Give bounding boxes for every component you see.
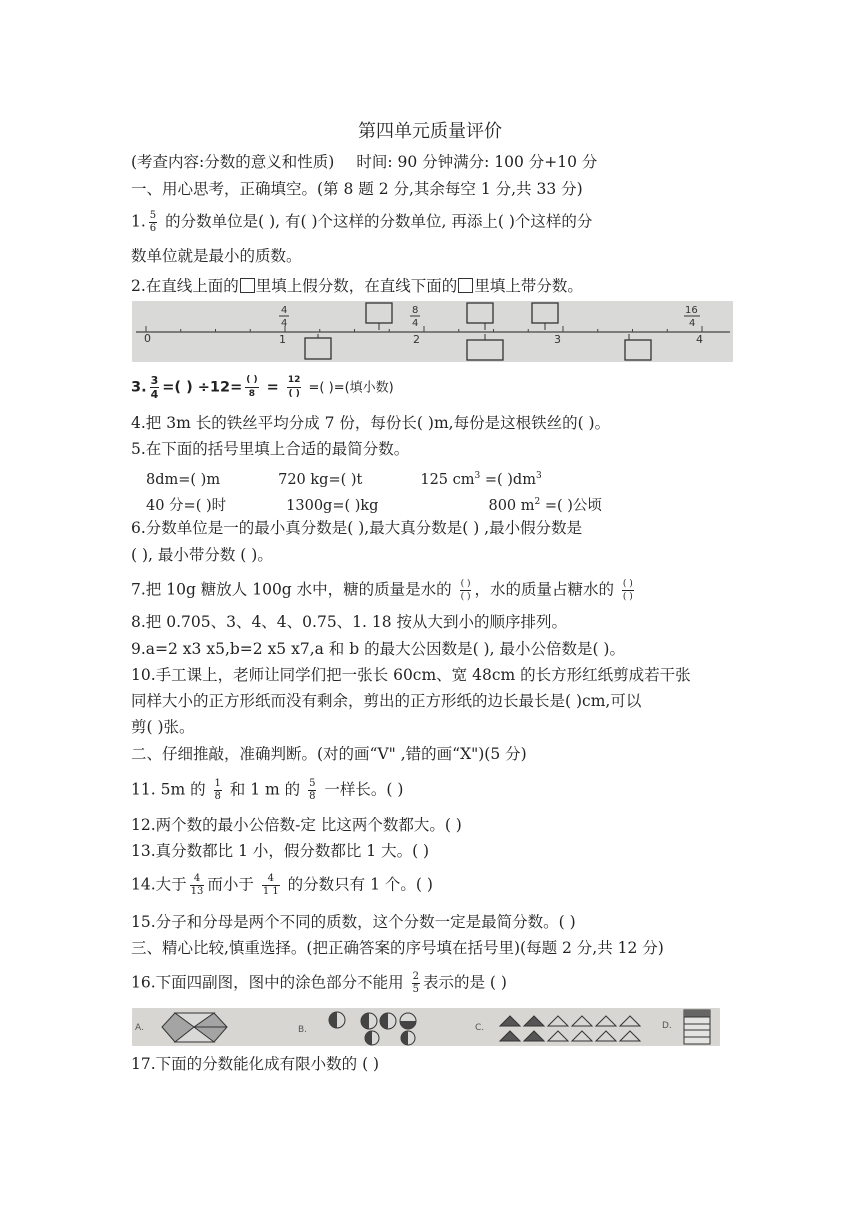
question-12: 12.两个数的最小公倍数-定 比这两个数都大。( ) [131,816,462,834]
question-5-row2: 40 分=( )时 1300g=( )kg 800 $m^2$ =( )公顷 [146,497,602,514]
fraction: $\frac{1}{8}$ [214,778,221,802]
fraction: $\frac{12}{( )}$ [287,375,301,399]
page-title: 第四单元质量评价 [358,121,502,142]
tick-label-1: 1 [279,333,286,346]
question-6: 6.分数单位是一的最小真分数是( ),最大真分数是( ) ,最小假分数是 [131,519,583,537]
exam-info [131,152,731,172]
exam-scope: (考查内容:分数的意义和性质) [131,153,335,171]
question-4: 4.把 3m 长的铁丝平均分成 7 份，每份长( )m,每份是这根铁丝的( )。 [131,414,611,432]
question-17: 17.下面的分数能化成有限小数的 ( ) [131,1055,380,1073]
question-3: 3. $\frac{3}{4}$ =( ) ÷12= $\frac{( )}{8}$ = $\frac{12}{( )}$ =( )=(填小数) [131,374,394,401]
number-line-figure [132,301,733,362]
fraction-blank: $\frac{( )}{( )}$ [460,579,471,602]
fraction: $\frac{5}{6}$ [149,210,157,234]
triangles-shape [500,1016,640,1041]
question-13: 13.真分数都比 1 小，假分数都比 1 大。( ) [131,842,430,860]
fraction-16-4-den: 4 [689,318,696,329]
fraction: $\frac{( )}{8}$ [246,375,258,399]
fraction-blank: $\frac{( )}{( )}$ [622,579,633,602]
question-10-cont: 同样大小的正方形纸而没有剩余，剪出的正方形纸的边长最长是( )cm,可以 [131,692,642,710]
option-b-label: B. [298,1025,308,1035]
question-15: 15.分子和分母是两个不同的质数，这个分数一定是最简分数。( ) [131,913,576,931]
option-c-label: C. [475,1023,485,1033]
section1-heading: 一、用心思考，正确填空。(第 8 题 2 分,其余每空 1 分,共 33 分) [131,180,583,198]
tick-label-2: 2 [413,333,420,346]
fraction: $\frac{5}{8}$ [309,778,316,802]
fraction-16-4-num: 16 [685,305,698,316]
question-14: 14.大于 $\frac{4}{13}$ 而小于 $\frac{4}{1 1}$ 的分数只有 1 个。( ) [131,873,433,897]
pentagon-shape [162,1013,227,1042]
question-10: 10.手工课上，老师让同学们把一张长 60cm、宽 48cm 的长方形红纸剪成若干张 [131,666,691,684]
striped-rectangle-shape [684,1010,710,1044]
number-line [132,301,733,362]
question-6-cont: ( ), 最小带分数 ( )。 [131,546,273,564]
tick-label-3: 3 [554,333,561,346]
fraction-8-4-den: 4 [412,318,419,329]
question-1: 1. $\frac{5}{6}$ 的分数单位是( ), 有( )个这样的分数单位, 再添上( )个这样的分 [131,210,593,234]
tick-label-0: 0 [144,332,151,345]
question-2: 2.在直线上面的 里填上假分数，在直线下面的 里填上带分数。 [131,277,583,295]
fraction: $\frac{3}{4}$ [150,374,159,401]
question-10-end: 剪( )张。 [131,718,195,736]
question-11: 11. 5m 的 $\frac{1}{8}$ 和 1 m 的 $\frac{5}{8}$ 一样长。( ) [131,778,404,802]
question-7: 7.把 10g 糖放人 100g 水中，糖的质量是水的 $\frac{( )}{( )}$ ，水的质量占糖水的 $\frac{( )}{( )}$ [131,579,633,602]
question-5-heading: 5.在下面的括号里填上合适的最简分数。 [131,440,410,458]
fraction-4-4-num: 4 [281,305,288,316]
option-d-label: D. [662,1021,672,1031]
fraction: $\frac{2}{5}$ [412,971,419,995]
options-figure [132,1008,720,1046]
section3-heading: 三、精心比较,慎重选择。(把正确答案的序号填在括号里)(每题 2 分,共 12 分) [131,939,664,957]
fraction-8-4-num: 8 [412,305,419,316]
question-8: 8.把 0.705、3、4、4、0.75、1. 18 按从大到小的顺序排列。 [131,613,568,631]
section2-heading: 二、仔细推敲，准确判断。(对的画“V" ,错的画“X")(5 分) [131,745,527,763]
empty-box [240,278,255,293]
question-9: 9.a=2 x3 x5,b=2 x5 x7,a 和 b 的最大公因数是( ), 最小公倍数是( )。 [131,640,625,658]
question-16: 16.下面四副图，图中的涂色部分不能用 $\frac{2}{5}$ 表示的是 ( ) [131,971,507,995]
option-a-label: A. [135,1023,144,1033]
question-5-row1: 8dm=( )m 720 kg=( )t 125 $cm^3$ =( )$dm^3$ [146,471,542,488]
fraction: $\frac{4}{13}$ [190,873,204,897]
empty-box [458,278,473,293]
tick-label-4: 4 [696,333,703,346]
fraction: $\frac{4}{1 1}$ [262,873,279,897]
half-circles-shape [329,1012,416,1045]
question-1-cont: 数单位就是最小的质数。 [131,247,302,265]
exam-time: 时间: 90 分钟满分: 100 分+10 分 [356,153,598,171]
fraction-4-4-den: 4 [281,318,288,329]
